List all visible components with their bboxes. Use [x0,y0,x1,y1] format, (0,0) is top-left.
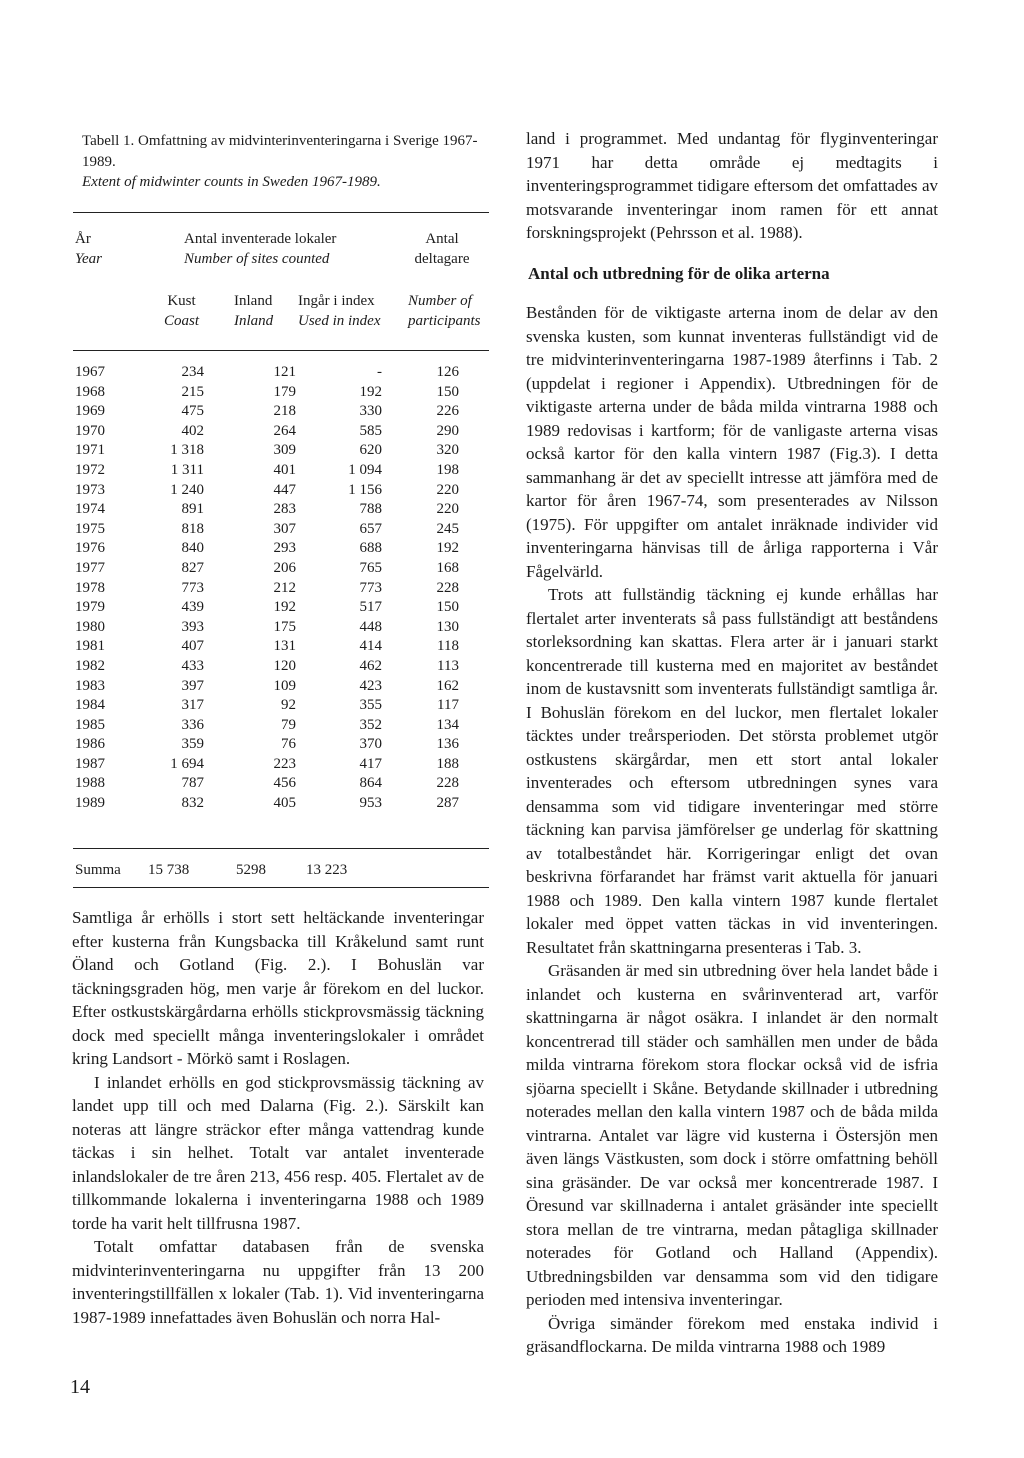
table-row [73,363,493,383]
table-row [73,422,493,442]
cell-participants: 220 [436,501,459,518]
cell-coast: 1 240 [170,481,204,498]
cell-index: 192 [359,383,382,400]
cell-participants: 150 [436,599,459,616]
header-inland-en: Inland [234,313,274,329]
header-participants [410,229,474,269]
cell-participants: 130 [436,618,459,635]
cell-inland: 120 [273,657,296,674]
table-row [73,637,493,657]
cell-year: 1978 [75,579,105,596]
cell-year: 1985 [75,716,105,733]
cell-coast: 475 [181,403,204,420]
cell-participants: 134 [436,716,459,733]
table-row [73,677,493,697]
cell-inland: 401 [273,461,296,478]
table-sum-rule [73,848,489,849]
cell-participants: 228 [436,579,459,596]
cell-index: 773 [359,579,382,596]
cell-year: 1968 [75,383,105,400]
header-index-en: Used in index [298,313,381,329]
table-row [73,755,493,775]
table-row [73,520,493,540]
cell-participants: 192 [436,540,459,557]
cell-inland: 76 [281,736,296,753]
cell-year: 1974 [75,501,105,518]
table-row [73,402,493,422]
table-row [73,579,493,599]
section-heading: Antal och utbredning för de olika arterna [528,264,830,283]
table-row [73,794,493,814]
cell-index: 1 094 [348,461,382,478]
cell-coast: 317 [181,697,204,714]
cell-year: 1971 [75,442,105,459]
header-year [75,229,102,269]
cell-index: 423 [359,677,382,694]
cell-index: 414 [359,638,382,655]
cell-year: 1986 [75,736,105,753]
cell-coast: 336 [181,716,204,733]
cell-year: 1980 [75,618,105,635]
table-row [73,774,493,794]
header-participants-en1: Number of [408,293,472,309]
cell-index: - [377,364,382,380]
header-kust: Kust [167,293,196,309]
table-top-rule [73,212,489,213]
table-row [73,696,493,716]
right-paragraph-3: Gräsanden är med sin utbredning över hela landet både i inlandet och kusterna en svårinventerad art, varför skattningarna är något osäkra. I inlandet är den normalt koncentrerad till städer och samhällen men under de båda milda vintrarna förekom stora flockar också vid de isfria sjöarna speciellt i Skåne. Betydande skillnader i utbredning noterades mellan den kalla vintern 1987 och de båda milda vintrarna. Antalet var lägre vid kusterna i Östersjön men även längs Västkusten, som dock i större omfattning behöll sina gräsänder. De var också mer koncentrerade 1987. I Öresund var skillnaderna i antalet gräsänder inte speciellt stora mellan de tre vintrarna, medan påtagliga skillnader noterades för Gotland och Halland (Appendix). Utbredningsbilden var densamma som vid den tidigare perioden med intensiva inventeringar. [526,961,938,1309]
cell-participants: 117 [437,697,459,714]
table-row [73,735,493,755]
cell-participants: 287 [436,795,459,812]
cell-inland: 283 [273,501,296,518]
sum-index: 13 223 [306,862,348,878]
cell-participants: 188 [436,755,459,772]
cell-coast: 818 [181,520,204,537]
header-coast [164,291,199,331]
cell-index: 330 [359,403,382,420]
cell-inland: 179 [273,383,296,400]
cell-year: 1973 [75,481,105,498]
cell-year: 1984 [75,697,105,714]
cell-inland: 223 [273,755,296,772]
cell-inland: 218 [273,403,296,420]
data-table [73,363,493,814]
cell-year: 1972 [75,461,105,478]
cell-inland: 92 [281,697,296,714]
right-continuation-paragraph: land i programmet. Med undantag för flyginventeringar 1971 har detta område ej medtagits i inventeringsprogrammet tidigare eftersom det omfattades av motsvarande inventeringar inom ramen för ett annat forskningsprojekt (Pehrsson et al. 1988). [526,129,938,242]
cell-year: 1977 [75,559,105,576]
cell-inland: 307 [273,520,296,537]
table-caption-english: Extent of midwinter counts in Sweden 1967-1989. [82,174,381,190]
cell-inland: 121 [273,364,296,380]
cell-inland: 131 [273,638,296,655]
cell-inland: 456 [273,775,296,792]
header-sites-sv: Antal inventerade lokaler [184,231,337,247]
left-body-text [72,906,484,1329]
table-row [73,461,493,481]
cell-coast: 773 [181,579,204,596]
cell-inland: 79 [281,716,296,733]
cell-index: 765 [359,559,382,576]
table-row [73,618,493,638]
cell-index: 864 [359,775,382,792]
cell-inland: 192 [273,599,296,616]
cell-index: 370 [359,736,382,753]
cell-year: 1989 [75,795,105,812]
header-index-sv: Ingår i index [298,293,375,309]
cell-coast: 397 [181,677,204,694]
right-top-text [526,127,938,245]
cell-index: 1 156 [348,481,382,498]
cell-coast: 407 [181,638,204,655]
sum-coast: 15 738 [148,862,190,878]
cell-participants: 126 [436,364,459,380]
table-header-rule [73,350,489,351]
cell-coast: 787 [181,775,204,792]
cell-year: 1976 [75,540,105,557]
cell-inland: 109 [273,677,296,694]
header-index [298,291,380,331]
cell-participants: 113 [437,657,459,674]
cell-index: 352 [359,716,382,733]
cell-year: 1967 [75,364,105,380]
table-row [73,539,493,559]
cell-participants: 228 [436,775,459,792]
header-year-sv: År [75,231,91,247]
left-paragraph-1: Samtliga år erhölls i stort sett heltäckande inventeringar efter kusterna från Kungsbacka till Kråkelund samt runt Öland och Gotland (Fig. 2.). I Bohuslän var täckningsgraden hög, men varje år förekom en del luckor. Efter ostkustskärgårdarna erhölls stickprovsmässig täckning dock med speciellt många inventeringslokaler i området kring Landsort - Mörkö samt i Roslagen. [72,908,484,1068]
header-participants-sv: Antal [425,231,459,247]
table-row [73,716,493,736]
cell-index: 417 [359,755,382,772]
header-coast-en: Coast [164,313,200,329]
table-row [73,559,493,579]
cell-inland: 264 [273,422,296,439]
table-row [73,598,493,618]
cell-coast: 891 [181,501,204,518]
cell-participants: 245 [436,520,459,537]
cell-coast: 840 [181,540,204,557]
right-paragraph-1: Bestånden för de viktigaste arterna inom de delar av den svenska kusten, som kunnat inventeras fullständigt vid de tre midvinterinventeringarna 1987-1989 återfinns i Tab. 2 (uppdelat i regioner i Appendix). Utbredningen för de viktigaste arterna under de båda milda vintrarna 1988 och 1989 redovisas i kartform; för de vanligaste arterna visas också kartor för den kalla vintern 1987 (Fig.3). I detta sammanhang är det av speciellt intresse att jämföra med de kartor för åren 1967-74, som presenterades av Nilsson (1975). För uppgifter om antalet inräknade individer vid inventeringarna hänvisas till de årliga rapporterna i Vår Fågelvärld. [526,303,938,581]
cell-inland: 309 [273,442,296,459]
cell-year: 1969 [75,403,105,420]
cell-coast: 393 [181,618,204,635]
cell-year: 1970 [75,422,105,439]
cell-inland: 175 [273,618,296,635]
cell-participants: 198 [436,461,459,478]
cell-participants: 168 [436,559,459,576]
cell-inland: 206 [273,559,296,576]
cell-index: 788 [359,501,382,518]
cell-year: 1988 [75,775,105,792]
header-number-participants [408,291,481,331]
cell-coast: 832 [181,795,204,812]
cell-coast: 1 318 [170,442,204,459]
cell-index: 688 [359,540,382,557]
cell-year: 1981 [75,638,105,655]
cell-index: 657 [359,520,382,537]
cell-index: 462 [359,657,382,674]
cell-coast: 359 [181,736,204,753]
cell-year: 1987 [75,755,105,772]
header-participants-sv2: deltagare [414,251,470,267]
table-row [73,657,493,677]
cell-index: 355 [359,697,382,714]
cell-year: 1979 [75,599,105,616]
cell-participants: 226 [436,403,459,420]
right-paragraph-4: Övriga simänder förekom med enstaka individ i gräsandflockarna. De milda vintrarna 1988 och 1989 [526,1313,938,1356]
cell-coast: 402 [181,422,204,439]
cell-index: 448 [359,618,382,635]
cell-participants: 150 [436,383,459,400]
cell-coast: 234 [181,364,204,380]
cell-coast: 1 694 [170,755,204,772]
page-number: 14 [70,1376,90,1398]
right-paragraph-2: Trots att fullständig täckning ej kunde erhållas har flertalet arter inventerats så pass fullständigt att beståndens storleksordning kan skattas. Flera arter är i januari starkt koncentrerade till kusterna med en majoritet av beståndet inom de kustavsnitt som inventerats fullständigt samtliga år. I Bohuslän förekom en del luckor, men flertalet lokaler täcktes under treårsperioden. Det största problemet utgör ostkustens skärgårdar, men ett stort antal lokaler inventerades och eftersom utbredningen synes vara densamma som vid tidigare inventeringar med större täckning kan parvisa jämförelser ge underlag för skattning av totalbeståndet här. Korrigeringar enligt det ovan beskrivna förfarandet har främst varit aktuella för januari 1988 och 1989. Den kalla vintern 1987 kunde flertalet lokaler med öppet vatten täckas in vid inventeringen. Resultatet från skattningarna presenteras i Tab. 3. [526,585,938,957]
header-sites-en: Number of sites counted [184,251,330,267]
left-paragraph-3: Totalt omfattar databasen från de svenska midvinterinventeringarna nu uppgifter från 13 200 inventeringstillfällen x lokaler (Tab. 1). Vid inventeringarna 1987-1989 innefattades även Bohuslän och norra Hal- [72,1237,484,1327]
header-inland [234,291,273,331]
cell-index: 585 [359,422,382,439]
cell-coast: 439 [181,599,204,616]
header-sites [184,229,336,269]
cell-coast: 1 311 [170,461,204,478]
sum-label: Summa [75,862,121,878]
cell-year: 1983 [75,677,105,694]
cell-inland: 405 [273,795,296,812]
cell-inland: 212 [273,579,296,596]
header-year-en: Year [75,251,102,267]
cell-participants: 162 [436,677,459,694]
cell-participants: 118 [437,638,459,655]
table-row [73,481,493,501]
cell-index: 953 [359,795,382,812]
cell-year: 1982 [75,657,105,674]
table-caption-swedish: Tabell 1. Omfattning av midvinterinventeringarna i Sverige 1967-1989. [82,133,478,170]
cell-coast: 827 [181,559,204,576]
table-bottom-rule [73,887,489,888]
cell-year: 1975 [75,520,105,537]
table-row [73,383,493,403]
header-participants-en2: participants [408,313,481,329]
cell-index: 517 [359,599,382,616]
left-paragraph-2: I inlandet erhölls en god stickprovsmässig täckning av landet upp till och med Dalarna (Fig. 2.). Särskilt kan noteras att längre sträckor efter många vattendrag kunde täckas i sin helhet. Totalt var antalet inventerade inlandslokaler de tre åren 213, 456 resp. 405. Flertalet av de tillkommande lokalerna i inventeringarna 1988 och 1989 torde ha varit helt tillfrusna 1987. [72,1072,484,1233]
cell-participants: 220 [436,481,459,498]
cell-index: 620 [359,442,382,459]
table-row [73,441,493,461]
cell-coast: 215 [181,383,204,400]
cell-inland: 447 [273,481,296,498]
cell-participants: 136 [436,736,459,753]
table-row [73,500,493,520]
cell-coast: 433 [181,657,204,674]
right-body-text [526,301,938,1359]
header-inland-sv: Inland [234,293,273,309]
sum-inland: 5298 [236,862,266,878]
cell-inland: 293 [273,540,296,557]
cell-participants: 320 [436,442,459,459]
cell-participants: 290 [436,422,459,439]
